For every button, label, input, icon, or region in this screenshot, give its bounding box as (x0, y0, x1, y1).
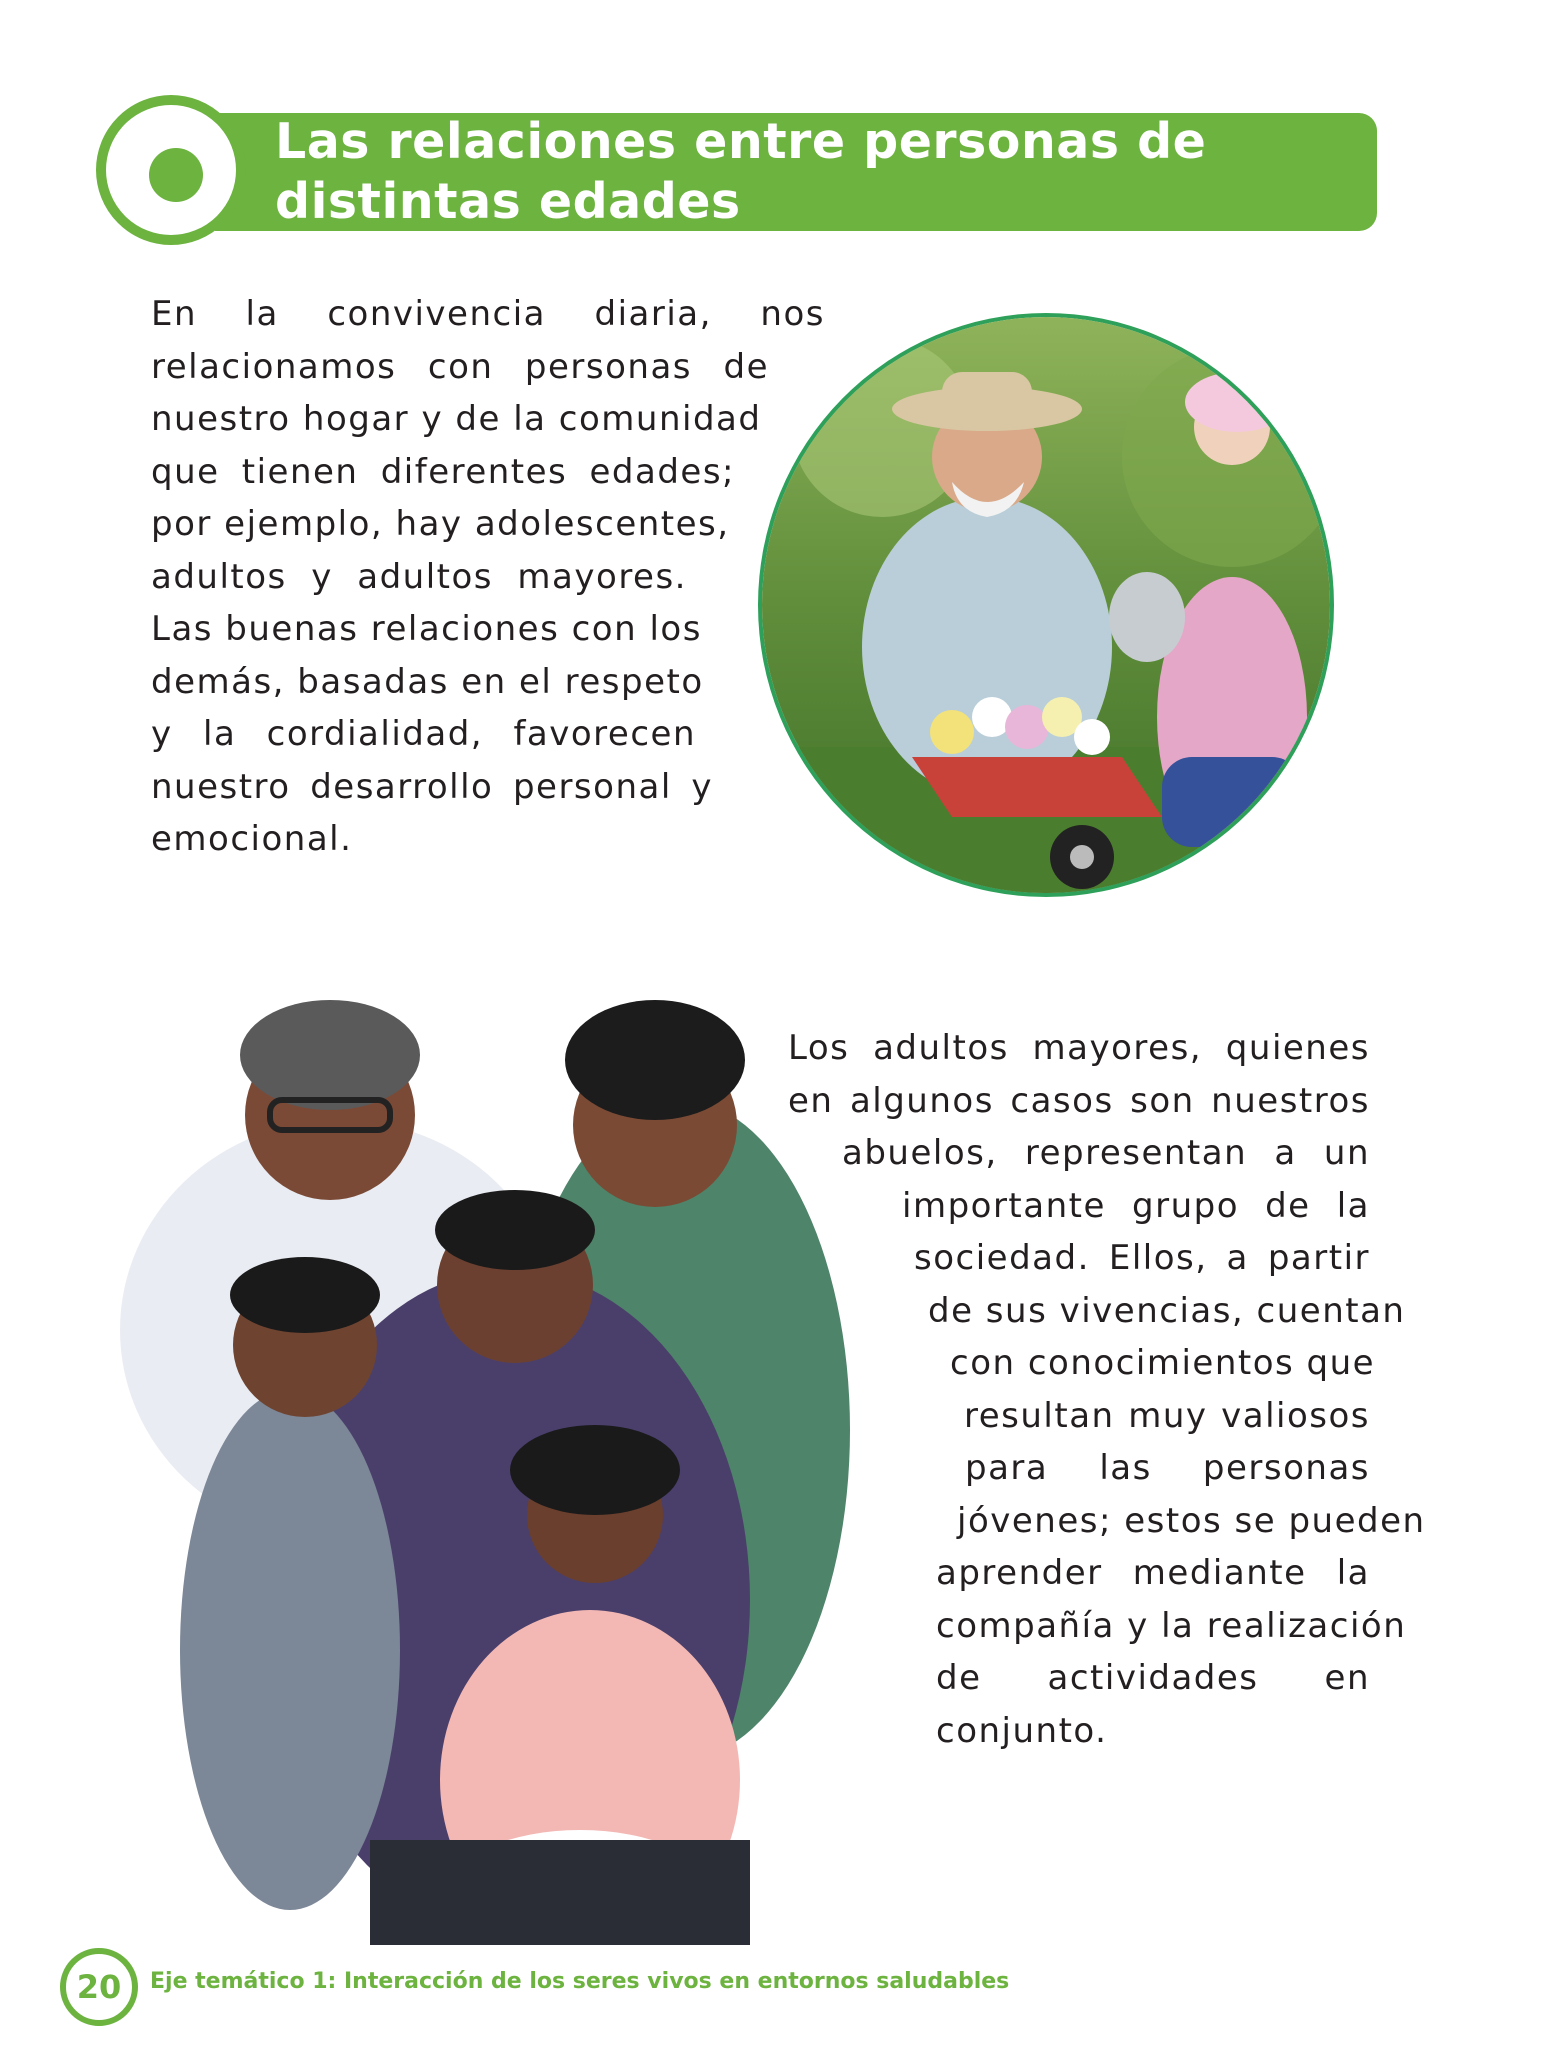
text-line: para las personas (965, 1448, 1370, 1488)
intro-paragraph (151, 288, 825, 866)
text-line: nuestro desarrollo personal y (151, 766, 713, 807)
grandfather-granddaughter-garden-photo (758, 313, 1334, 897)
text-line: conjunto. (936, 1710, 1108, 1751)
text-line: Los adultos mayores, quienes (788, 1028, 1370, 1068)
elders-paragraph (788, 1022, 1426, 1757)
garden-illustration (762, 317, 1334, 897)
text-line: importante grupo de la (902, 1185, 1370, 1226)
footer-section-title: Eje temático 1: Interacción de los seres vivos en entornos saludables (150, 1969, 1010, 1994)
text-line: demás, basadas en el respeto (151, 661, 704, 702)
page-title: Las relaciones entre personas de distintas edades (275, 113, 1207, 230)
page-number: 20 (60, 1948, 138, 2026)
text-line: resultan muy valiosos (964, 1395, 1370, 1436)
text-line: relacionamos con personas de (151, 346, 769, 387)
text-line: que tienen diferentes edades; (151, 451, 735, 492)
text-line: con conocimientos que (950, 1343, 1376, 1383)
text-line: de sus vivencias, cuentan (928, 1290, 1406, 1331)
text-line: por ejemplo, hay adolescentes, (151, 504, 730, 544)
text-line: Las buenas relaciones con los (151, 609, 702, 649)
text-line: emocional. (151, 819, 353, 859)
text-line: compañía y la realización (936, 1605, 1407, 1646)
text-line: En la convivencia diaria, nos (151, 294, 825, 334)
text-line: sociedad. Ellos, a partir (914, 1238, 1370, 1278)
text-line: nuestro hogar y de la comunidad (151, 399, 762, 439)
text-line: en algunos casos son nuestros (788, 1080, 1370, 1121)
text-line: jóvenes; estos se pueden (957, 1500, 1426, 1541)
text-line: abuelos, representan a un (842, 1133, 1370, 1173)
text-line: y la cordialidad, favorecen (151, 714, 696, 754)
text-line: adultos y adultos mayores. (151, 556, 687, 597)
text-line: de actividades en (936, 1658, 1370, 1698)
header-dot-icon (149, 148, 203, 202)
text-line: aprender mediante la (936, 1553, 1370, 1593)
